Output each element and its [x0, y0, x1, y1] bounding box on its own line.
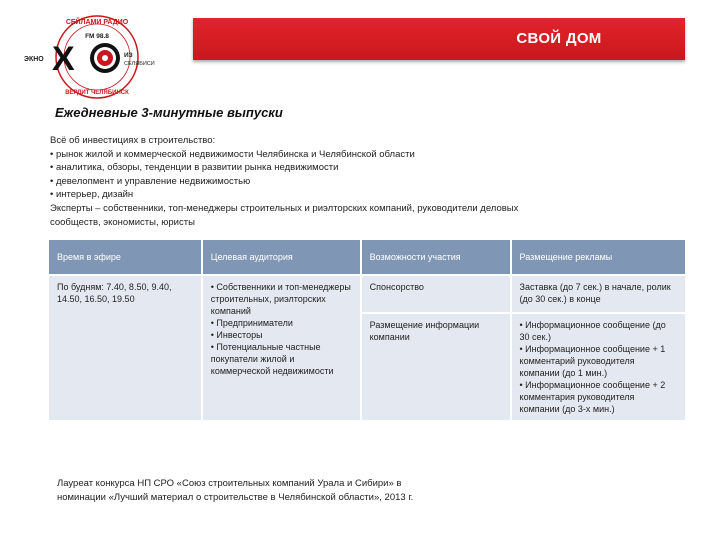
column-header-air-time: Время в эфире — [49, 240, 202, 275]
description-line: Всё об инвестициях в строительство: — [50, 135, 216, 146]
audience-item: • Потенциальные частные покупатели жилой и коммерческой недвижимости — [210, 342, 334, 376]
ads-info-placement-cell — [511, 313, 685, 420]
option-sponsorship-cell: Спонсорство — [361, 275, 511, 313]
logo-fm-text: FM 98.8 — [85, 33, 109, 40]
description-block — [50, 134, 660, 229]
audience-item: • Собственники и топ-менеджеры строительных, риэлторских компаний — [210, 282, 351, 316]
title-banner — [193, 18, 685, 60]
description-line: • аналитика, обзоры, тенденции в развитии рынка недвижимости — [50, 162, 339, 174]
column-header-advertising: Размещение рекламы — [511, 240, 685, 275]
award-note — [57, 477, 413, 505]
ads-sponsorship-cell: Заставка (до 7 сек.) в начале, ролик (до 30 сек.) в конце — [511, 275, 685, 313]
logo-x-glyph: X — [52, 40, 75, 78]
logo-ring-top-text: СЕЙЛАМИ РАДИО — [65, 19, 129, 26]
air-time-cell: По будням: 7.40, 8.50, 9.40, 14.50, 16.50, 19.50 — [49, 275, 202, 420]
ad-item: • Информационное сообщение + 1 комментарий руководителя компании (до 1 мин.) — [519, 344, 666, 378]
audience-item: • Предприниматели — [210, 318, 293, 328]
description-line: • рынок жилой и коммерческой недвижимости Челябинска и Челябинской области — [50, 148, 415, 160]
radio-logo — [22, 14, 172, 100]
description-line: • интерьер, дизайн — [50, 189, 134, 201]
description-line: сообществ, экономисты, юристы — [50, 216, 195, 228]
option-info-placement-cell: Размещение информации компании — [361, 313, 511, 420]
ad-item: • Информационное сообщение (до 30 сек.) — [519, 320, 666, 342]
award-note-line: номинации «Лучший материал о строительстве в Челябинской области», 2013 г. — [57, 492, 414, 503]
page-title: СВОЙ ДОМ — [516, 30, 602, 47]
table-header-row — [49, 240, 685, 275]
award-note-line: Лауреат конкурса НП СРО «Союз строительных компаний Урала и Сибири» в — [57, 478, 402, 489]
schedule-table — [49, 240, 685, 420]
description-line: Эксперты – собственники, топ-менеджеры строительных и риэлторских компаний, руководители деловых — [50, 202, 519, 214]
logo-right-main-text: ИЗ — [124, 52, 133, 59]
audience-cell — [202, 275, 361, 420]
description-line: • девелопмент и управление недвижимостью — [50, 175, 251, 187]
ad-item: • Информационное сообщение + 2 комментария руководителя компании (до 3-х мин.) — [519, 380, 666, 414]
column-header-participation: Возможности участия — [361, 240, 511, 275]
column-header-audience: Целевая аудитория — [202, 240, 361, 275]
audience-item: • Инвесторы — [210, 330, 263, 340]
table-row — [49, 275, 685, 313]
logo-right-sub-text: СЕЛЯБИСИ — [124, 61, 155, 67]
subtitle: Ежедневные 3-минутные выпуски — [55, 105, 283, 120]
logo-bottom-text: ВЕРДИТ ЧЕЛЯБИНСК — [65, 90, 129, 96]
logo-left-text: ЭКНО — [24, 56, 44, 63]
